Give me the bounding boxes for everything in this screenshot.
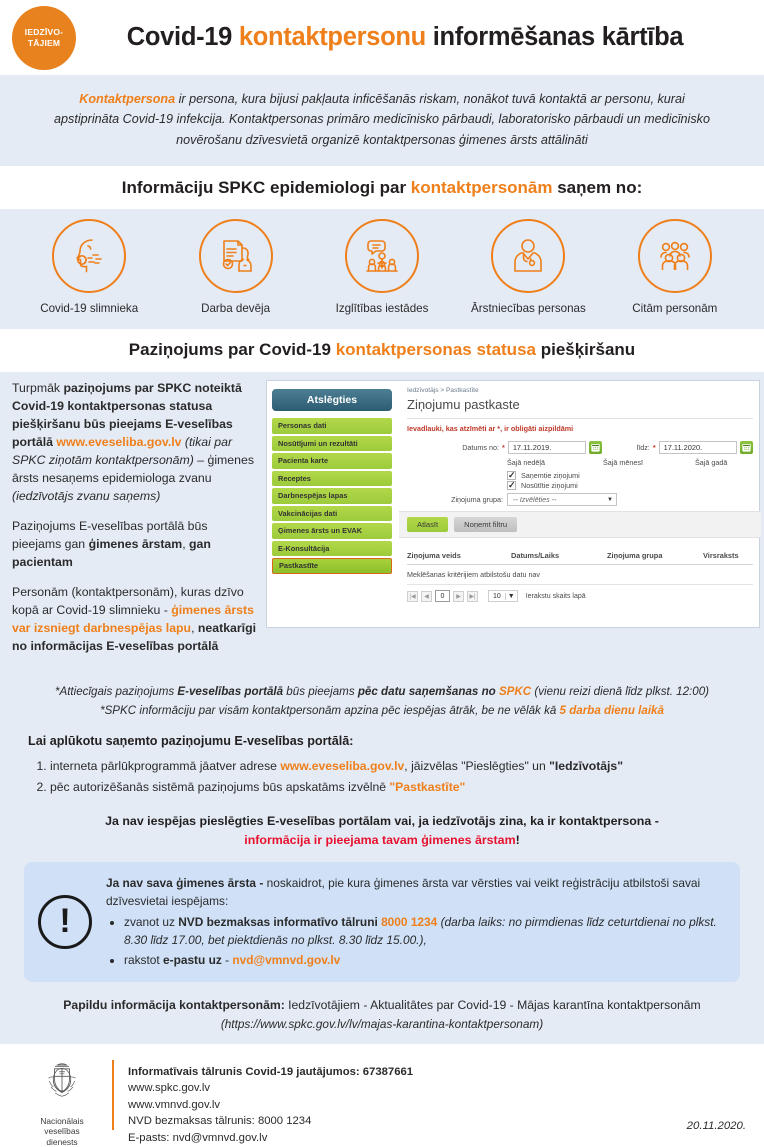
column-header-subject: Virsraksts	[703, 551, 739, 561]
logo-caption-line-1: Nacionālais veselības	[40, 1115, 84, 1137]
sources-heading-highlight: kontaktpersonām	[410, 178, 553, 198]
page-header	[0, 0, 764, 75]
intro-lead-term: Kontaktpersona	[79, 92, 176, 106]
page-title	[76, 23, 764, 52]
source-label: Ārstniecības personas	[471, 302, 586, 316]
checkbox-icon[interactable]	[507, 471, 516, 480]
left-paragraph-1	[12, 380, 258, 506]
note1-f: (vienu reizi dienā līdz plkst. 12:00)	[531, 684, 710, 698]
nvd-email[interactable]: nvd@vmnvd.gov.lv	[232, 952, 341, 967]
sources-icon-row	[0, 209, 764, 329]
first-page-button[interactable]: |◀	[407, 591, 418, 602]
calendar-icon[interactable]	[589, 441, 602, 454]
p1-part-e: (iedzīvotājs zvanu saņems)	[12, 488, 161, 503]
steps-title: Lai aplūkotu saņemto paziņojumu E-veselības portālā:	[28, 733, 354, 748]
p1-part-a: Turpmāk	[12, 381, 64, 396]
sidebar-item-darbnespejas-lapas[interactable]: Darbnespējas lapas	[272, 488, 392, 504]
logo-caption	[24, 1116, 100, 1147]
calendar-icon[interactable]	[740, 441, 753, 454]
audience-badge	[12, 6, 76, 70]
step1-b: , jāizvēlas "Pieslēgties" un	[404, 758, 550, 773]
logout-button[interactable]: Atslēgties	[272, 389, 392, 411]
sources-heading-part-2: saņem no:	[552, 178, 643, 198]
callout-text	[106, 874, 724, 971]
notice-heading-part-2: piešķiršanu	[535, 340, 636, 360]
note2-b: 5 darba dienu laikā	[559, 703, 664, 717]
nvd-free-phone: NVD bezmaksas tālrunis: 8000 1234	[128, 1115, 312, 1128]
step1-a: interneta pārlūkprogrammā jāatver adrese	[50, 758, 281, 773]
breadcrumb: Iedzīvotājs > Pastkastīte	[407, 387, 479, 395]
p2-part-b: ģimenes ārstam	[88, 536, 183, 551]
footer-email[interactable]: E-pasts: nvd@vmnvd.gov.lv	[128, 1131, 268, 1144]
sidebar-item-personas-dati[interactable]: Personas dati	[272, 418, 392, 434]
eveseliba-url[interactable]: www.eveseliba.gov.lv	[56, 435, 182, 450]
bullet1-c: (darba laiks: no pirmdienas līdz ceturtdienai no plkst. 8.30 līdz 17.00, bet piektdienās no plkst. 8.30 līdz 15.00.),	[124, 914, 717, 948]
step-1	[50, 756, 736, 777]
source-label: Covid-19 slimnieka	[40, 302, 139, 316]
column-header-type: Ziņojuma veids	[407, 551, 461, 561]
chevron-down-icon: ▼	[505, 593, 517, 600]
p2-part-c: ,	[182, 536, 190, 551]
notice-section-heading	[0, 329, 764, 372]
prev-page-button[interactable]: ◀	[421, 591, 432, 602]
select-button[interactable]: Atlasīt	[407, 517, 448, 532]
p3-part-c: ,	[191, 620, 198, 635]
left-paragraph-3	[12, 584, 258, 656]
note2-a: *SPKC informāciju par visām kontaktpersonām apzina pēc iespējas ātrāk, be ne vēlāk kā	[100, 703, 560, 717]
step-2	[50, 777, 736, 798]
source-label: Izglītības iestādes	[335, 302, 429, 316]
title-part-1: Covid-19	[126, 23, 239, 51]
source-item-education	[309, 219, 455, 315]
logo-caption-line-2: dienests	[46, 1136, 78, 1147]
step1-url[interactable]: www.eveseliba.gov.lv	[280, 758, 405, 773]
notice-heading-part-1: Paziņojums par Covid-19	[128, 340, 336, 360]
bullet2-c: -	[221, 952, 233, 967]
p3-part-b: ģimenes ārsts var izsniegt darbnespējas lapu	[12, 602, 254, 635]
warning-end: !	[515, 833, 520, 848]
intro-paragraph	[0, 75, 764, 166]
callout-intro	[106, 874, 724, 911]
footnote-1	[16, 682, 748, 701]
sources-heading-part-1: Informāciju SPKC epidemiologi par	[121, 178, 411, 198]
filter-action-bar	[399, 511, 761, 538]
p2-part-a: Paziņojums E-veselības portālā būs pieejams gan	[12, 518, 208, 551]
sources-heading	[0, 166, 764, 209]
footer-divider	[112, 1060, 114, 1130]
p1-part-c: (tikai par SPKC ziņotām kontaktpersonām)	[12, 435, 233, 467]
callout-body: noskaidrot, pie kura ģimenes ārsta var vērsties vai veikt reģistrāciju atbilstoši savai dzīvesvietai iespējams:	[106, 875, 701, 909]
covid-info-phone: Informatīvais tālrunis Covid-19 jautājumos: 67387661	[128, 1065, 414, 1078]
publication-date: 20.11.2020.	[686, 1119, 746, 1132]
p1-part-b: paziņojums par SPKC noteiktā Covid-19 kontaktpersonas statusa piešķiršanu būs pieejams E-veselības portālā	[12, 381, 242, 450]
callout-bullet-phone	[124, 913, 724, 950]
portal-content	[399, 381, 761, 627]
bullet1-b: NVD bezmaksas informatīvo tālruni	[178, 914, 382, 929]
intro-text: ir persona, kura bijusi pakļauta inficēšanās riskam, nonākot tuvā kontaktā ar personu, kurai apstiprināta Covid-19 infekcija. Kontaktpersonas primāro medicīnisko pārbaudi, laboratorisko pārbaudi un medicīnisko novērošanu dzīvesvietā organizē kontaktpersonas ģimenes ārsts attālināti	[54, 92, 710, 147]
message-group-select[interactable]	[507, 493, 617, 506]
source-label: Citām personām	[632, 302, 718, 316]
employer-document-icon	[199, 219, 273, 293]
notice-main-area	[0, 372, 764, 673]
note1-e: SPKC	[498, 684, 532, 698]
divider	[407, 418, 753, 419]
page-number-input[interactable]: 0	[435, 590, 450, 602]
step1-c: "Iedzīvotājs"	[549, 758, 623, 773]
quick-link-month[interactable]: Šajā mēnesī	[603, 458, 643, 468]
p2-part-d: gan pacientam	[12, 536, 211, 569]
notice-heading-highlight: kontaktpersonas statusa	[335, 340, 536, 360]
steps-section	[0, 730, 764, 805]
sidebar-item-nosutijumi[interactable]: Nosūtījumi un rezultāti	[272, 436, 392, 452]
rows-per-page-value: 10	[493, 592, 501, 600]
warning-line-2	[40, 831, 724, 850]
sidebar-item-vakcinacijas-dati[interactable]: Vakcinācijas dati	[272, 506, 392, 522]
rows-per-page-label: Ierakstu skaits lapā	[525, 592, 586, 600]
message-group-label: Ziņojuma grupa:	[451, 495, 503, 505]
checkbox-received-messages[interactable]	[507, 471, 753, 480]
message-group-value: -- Izvēlēties --	[513, 495, 557, 505]
step2-b: "Pastkastīte"	[389, 780, 466, 795]
eveseliba-portal-screenshot	[266, 380, 760, 628]
footnote-2	[16, 701, 748, 720]
message-group-row	[407, 493, 753, 506]
head-cough-icon	[52, 219, 126, 293]
callout-lead: Ja nav sava ģimenes ārsta -	[106, 875, 264, 890]
p3-part-d: neatkarīgi no informācijas E-veselības portālā	[12, 620, 256, 653]
page-footer	[0, 1044, 764, 1147]
note1-c: būs pieejams	[283, 684, 358, 698]
source-item-other-people	[602, 219, 748, 315]
footnotes	[0, 674, 764, 730]
sidebar-item-pacienta-karte[interactable]: Pacienta karte	[272, 453, 392, 469]
sidebar-item-gimenes-arsts-evak[interactable]: Ģimenes ārsts un EVAK	[272, 523, 392, 539]
note1-b: E-veselības portālā	[177, 684, 284, 698]
spkc-website[interactable]: www.spkc.gov.lv	[128, 1082, 211, 1095]
note1-a: *Attiecīgais paziņojums	[54, 684, 178, 698]
nvd-logo	[24, 1058, 100, 1147]
p3-part-a: Personām (kontaktpersonām), kuras dzīvo kopā ar Covid-19 slimnieku -	[12, 584, 244, 617]
date-from-input[interactable]: 17.11.2019.	[508, 441, 586, 454]
callout-list	[124, 913, 724, 970]
vmnvd-website[interactable]: www.vmnvd.gov.lv	[128, 1098, 221, 1111]
date-range-row	[407, 441, 753, 454]
warning-line-1: Ja nav iespējas pieslēgties E-veselības portālam vai, ja iedzīvotājs zina, ka ir kontaktpersona -	[105, 814, 659, 829]
bullet2-a: rakstot	[124, 952, 163, 967]
callout-bullet-email	[124, 951, 724, 970]
chevron-down-icon: ▼	[607, 496, 613, 503]
title-highlight: kontaktpersonu	[238, 23, 426, 51]
message-type-checkboxes	[507, 471, 753, 490]
extra-info	[0, 990, 764, 1043]
doctor-icon	[491, 219, 565, 293]
extra-info-lead: Papildu informācija kontaktpersonām:	[63, 998, 285, 1013]
clear-filter-button[interactable]: Noņemt filtru	[454, 517, 517, 532]
warning-highlight: informācija ir pieejama tavam ģimenes ārstam	[244, 833, 516, 848]
rows-per-page-select[interactable]	[488, 590, 518, 602]
checkbox-label: Saņemtie ziņojumi	[521, 471, 580, 481]
required-star: *	[502, 443, 505, 453]
p1-part-d: – ģimenes ārsts nesaņems epidemiologa zvanu	[12, 452, 254, 485]
nvd-phone-number: 8000 1234	[381, 914, 438, 929]
footer-contacts	[128, 1058, 413, 1146]
date-to-label: līdz:	[636, 443, 650, 453]
source-label: Darba devēja	[201, 302, 271, 316]
badge-line-1: IEDZĪVO-	[24, 26, 64, 37]
last-page-button[interactable]: ▶|	[467, 591, 478, 602]
checkbox-label: Nosūtītie ziņojumi	[521, 481, 578, 491]
quick-link-week[interactable]: Šajā nedēļā	[507, 458, 545, 468]
checkbox-icon[interactable]	[507, 481, 516, 490]
title-part-2: informēšanas kārtība	[425, 23, 684, 51]
source-item-covid-patient	[16, 219, 162, 315]
steps-list	[50, 756, 736, 799]
column-header-datetime: Datums/Laiks	[511, 551, 560, 561]
date-from-label: Datums no:	[462, 443, 499, 453]
no-family-doctor-callout	[24, 862, 740, 983]
source-item-employer	[162, 219, 308, 315]
warning-block	[0, 804, 764, 859]
sidebar-item-receptes[interactable]: Receptes	[272, 471, 392, 487]
note1-d: pēc datu saņemšanas no	[357, 684, 499, 698]
badge-line-2: TĀJIEM	[27, 37, 61, 48]
notice-left-column	[12, 380, 258, 667]
portal-sidebar	[267, 381, 399, 627]
column-header-group: Ziņojuma grupa	[607, 551, 663, 561]
extra-info-text: Iedzīvotājiem - Aktualitātes par Covid-19 - Mājas karantīna kontaktpersonām	[284, 998, 701, 1013]
checkbox-sent-messages[interactable]	[507, 481, 753, 490]
left-paragraph-2	[12, 518, 258, 572]
quick-link-year[interactable]: Šajā gadā	[695, 458, 728, 468]
date-to-input[interactable]: 17.11.2020.	[659, 441, 737, 454]
no-results-message: Meklēšanas kritērijiem atbilstošu datu nav	[407, 565, 753, 585]
bullet2-b: e-pastu uz	[163, 952, 222, 967]
education-teacher-icon	[345, 219, 419, 293]
extra-info-url[interactable]: (https://www.spkc.gov.lv/lv/majas-karantina-kontaktpersonam)	[220, 1017, 544, 1032]
date-quick-links	[407, 458, 753, 467]
source-item-medical-staff	[455, 219, 601, 315]
table-pagination	[407, 585, 753, 602]
portal-page-title: Ziņojumu pastkaste	[407, 397, 520, 413]
required-fields-note: Ievadlauki, kas atzīmēti ar *, ir obligāti aizpildāmi	[407, 424, 574, 434]
sidebar-item-pastkastite[interactable]: Pastkastīte	[272, 558, 392, 574]
results-table-header	[407, 546, 753, 565]
required-star: *	[652, 443, 656, 453]
sidebar-item-e-konsultacija[interactable]: E-Konsultācija	[272, 541, 392, 557]
exclamation-icon: !	[38, 895, 92, 949]
step2-a: pēc autorizēšanās sistēmā paziņojums būs apskatāms izvēlnē	[50, 780, 390, 795]
bullet1-a: zvanot uz	[124, 914, 179, 929]
next-page-button[interactable]: ▶	[453, 591, 464, 602]
group-people-icon	[638, 219, 712, 293]
callout-wrapper	[0, 860, 764, 991]
extra-info-line	[20, 996, 744, 1015]
